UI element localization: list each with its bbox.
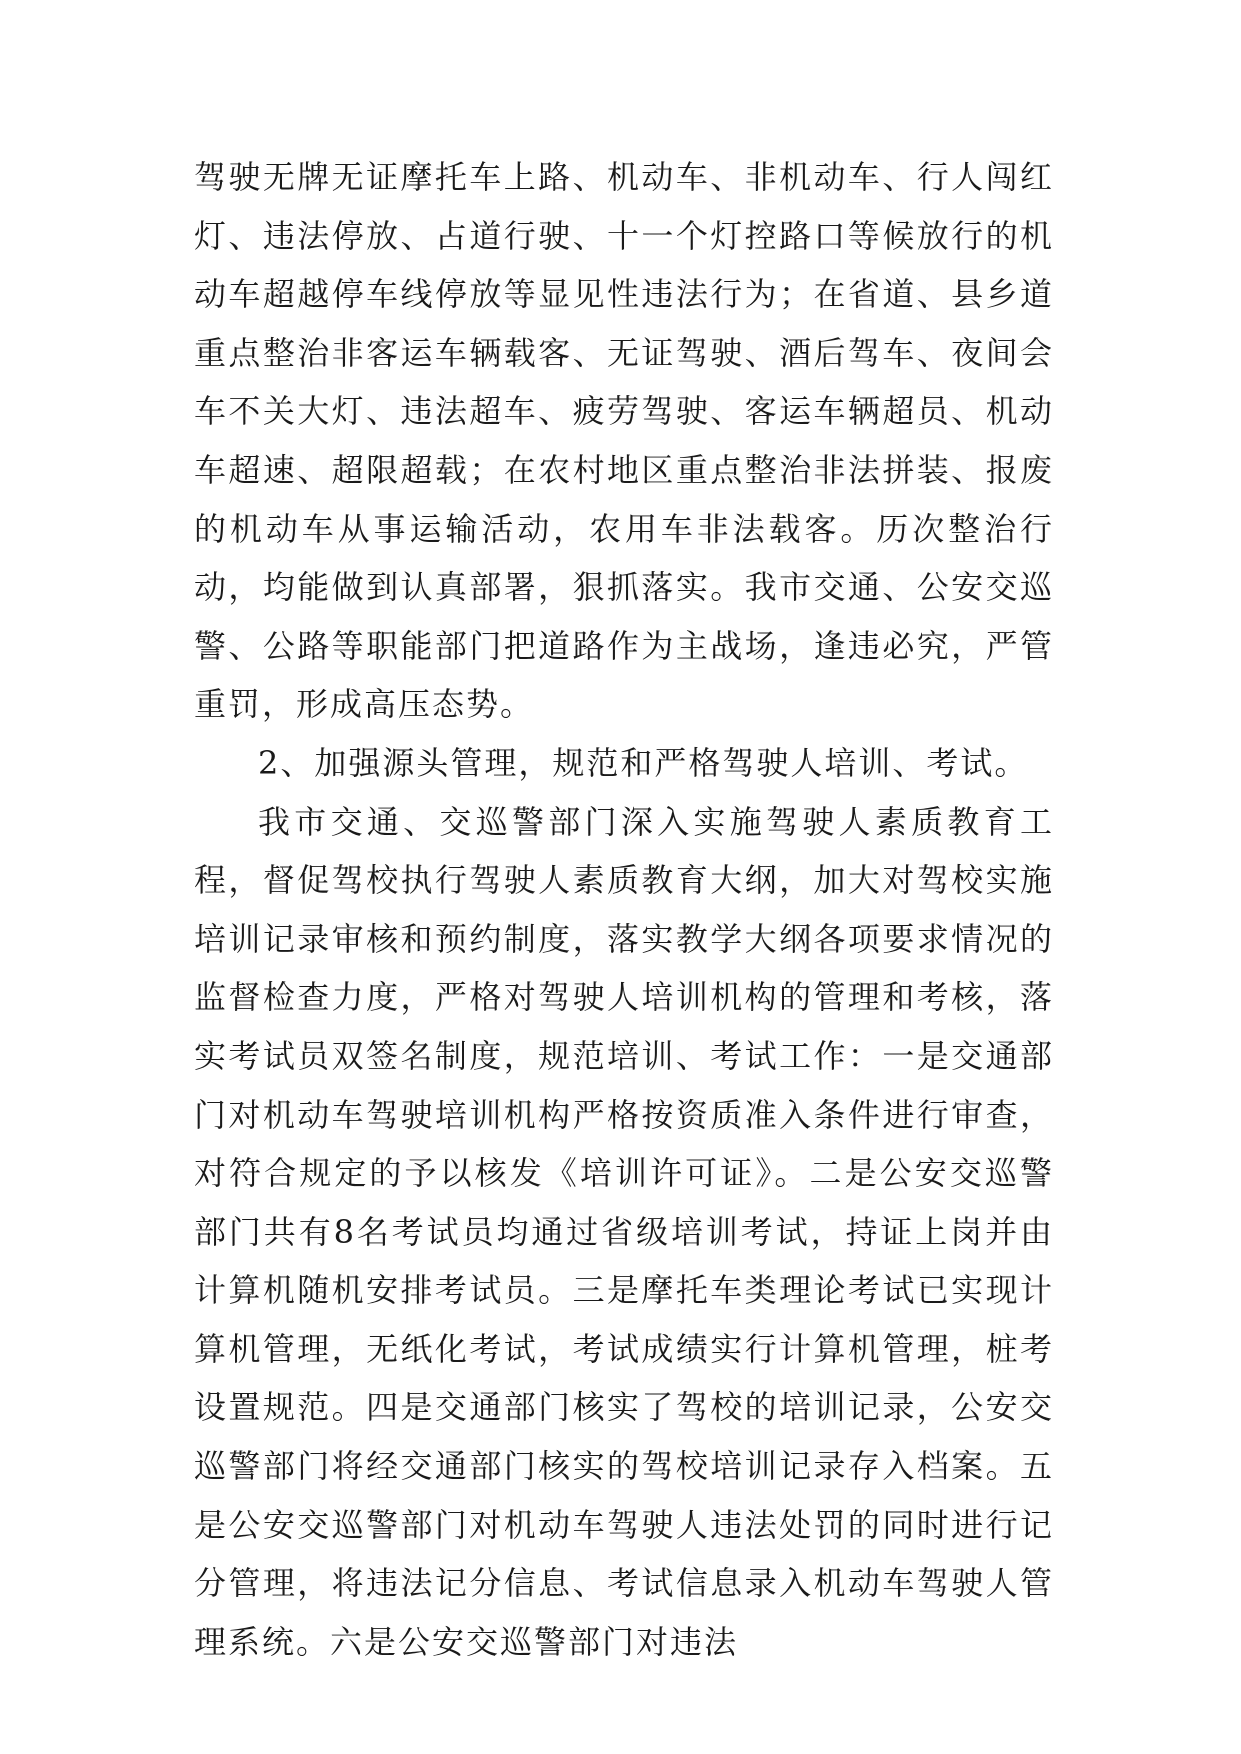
document-page [194,148,1054,1671]
section-heading-driver-training: 2、加强源头管理，规范和严格驾驶人培训、考试。 [258,743,1029,782]
paragraph-violations: 驾驶无牌无证摩托车上路、机动车、非机动车、行人闯红灯、违法停放、占道行驶、十一个灯控路口等候放行的机动车超越停车线停放等显见性违法行为；在省道、县乡道重点整治非客运车辆载客、无证驾驶、酒后驾车、夜间会车不关大灯、违法超车、疲劳驾驶、客运车辆超员、机动车超速、超限超载；在农村地区重点整治非法拼装、报废的机动车从事运输活动，农用车非法载客。历次整治行动，均能做到认真部署，狠抓落实。我市交通、公安交巡警、公路等职能部门把道路作为主战场，逢违必究，严管重罚，形成高压态势。 [194,158,1054,724]
paragraph-driver-training: 我市交通、交巡警部门深入实施驾驶人素质教育工程，督促驾校执行驾驶人素质教育大纲，加大对驾校实施培训记录审核和预约制度，落实教学大纲各项要求情况的监督检查力度，严格对驾驶人培训机构的管理和考核，落实考试员双签名制度，规范培训、考试工作：一是交通部门对机动车驾驶培训机构严格按资质准入条件进行审查，对符合规定的予以核发《培训许可证》。二是公安交巡警部门共有8名考试员均通过省级培训考试，持证上岗并由计算机随机安排考试员。三是摩托车类理论考试已实现计算机管理，无纸化考试，考试成绩实行计算机管理，桩考设置规范。四是交通部门核实了驾校的培训记录，公安交巡警部门将经交通部门核实的驾校培训记录存入档案。五是公安交巡警部门对机动车驾驶人违法处罚的同时进行记分管理，将违法记分信息、考试信息录入机动车驾驶人管理系统。六是公安交巡警部门对违法 [194,802,1054,1661]
